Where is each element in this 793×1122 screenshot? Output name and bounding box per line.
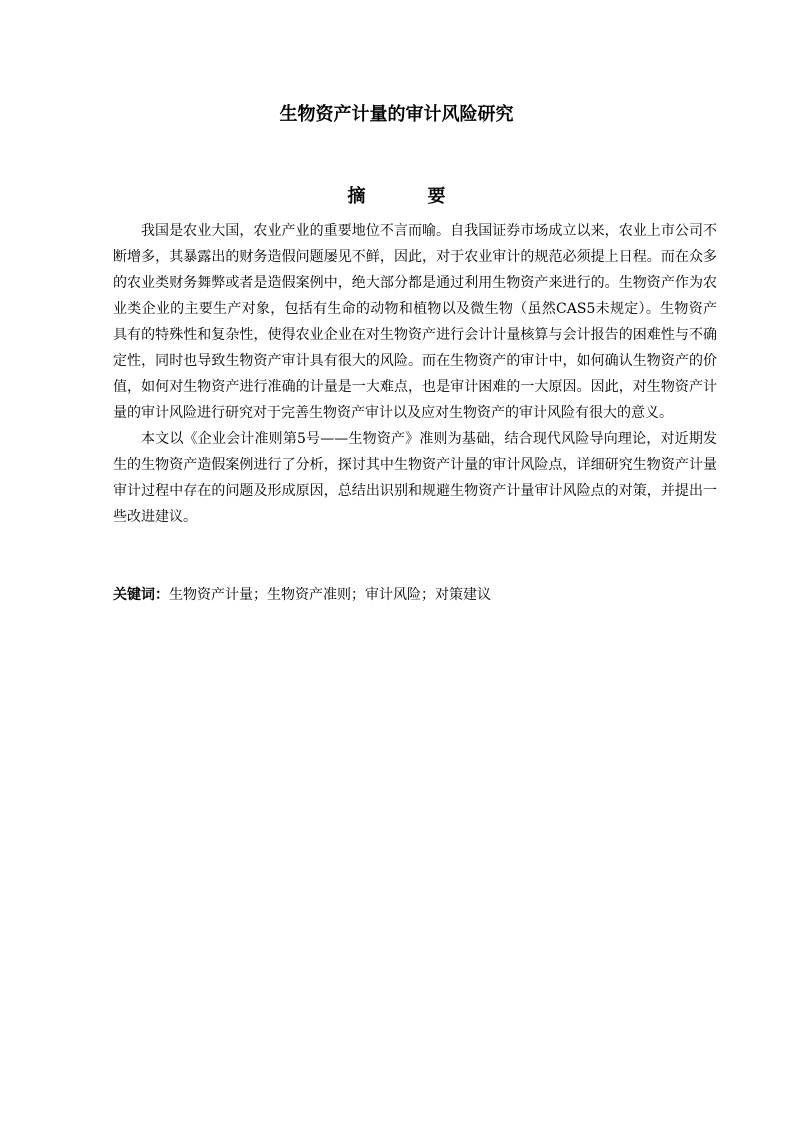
document-title: 生物资产计量的审计风险研究 (279, 104, 514, 125)
abstract-heading: 摘 要 (347, 186, 468, 207)
keywords-label: 关键词： (113, 587, 169, 603)
abstract-paragraph-2: 本文以《企业会计准则第5号——生物资产》准则为基础，结合现代风险导向理论，对近期发生的生物资产造假案例进行了分析，探讨其中生物资产计量的审计风险点，详细研究生物资产计量审计过程中存在的问题及形成原因，总结出识别和规避生物资产计量审计风险点的对策，并提出一些改进建议。 (113, 431, 717, 525)
keywords-line (113, 582, 717, 608)
abstract-paragraph-1: 我国是农业大国，农业产业的重要地位不言而喻。自我国证券市场成立以来，农业上市公司不断增多，其暴露出的财务造假问题屡见不鲜，因此，对于农业审计的规范必须提上日程。而在众多的农业类财务舞弊或者是造假案例中，绝大部分都是通过利用生物资产来进行的。生物资产作为农业类企业的主要生产对象，包括有生命的动物和植物以及微生物（虽然CAS5未规定）。生物资产具有的特殊性和复杂性，使得农业企业在对生物资产进行会计计量核算与会计报告的困难性与不确定性，同时也导致生物资产审计具有很大的风险。而在生物资产的审计中，如何确认生物资产的价值，如何对生物资产进行准确的计量是一大难点，也是审计困难的一大原因。因此，对生物资产计量的审计风险进行研究对于完善生物资产审计以及应对生物资产的审计风险有很大的意义。 (113, 223, 717, 421)
keywords-text: 生物资产计量；生物资产准则；审计风险；对策建议 (169, 587, 491, 603)
abstract-body (113, 218, 717, 530)
